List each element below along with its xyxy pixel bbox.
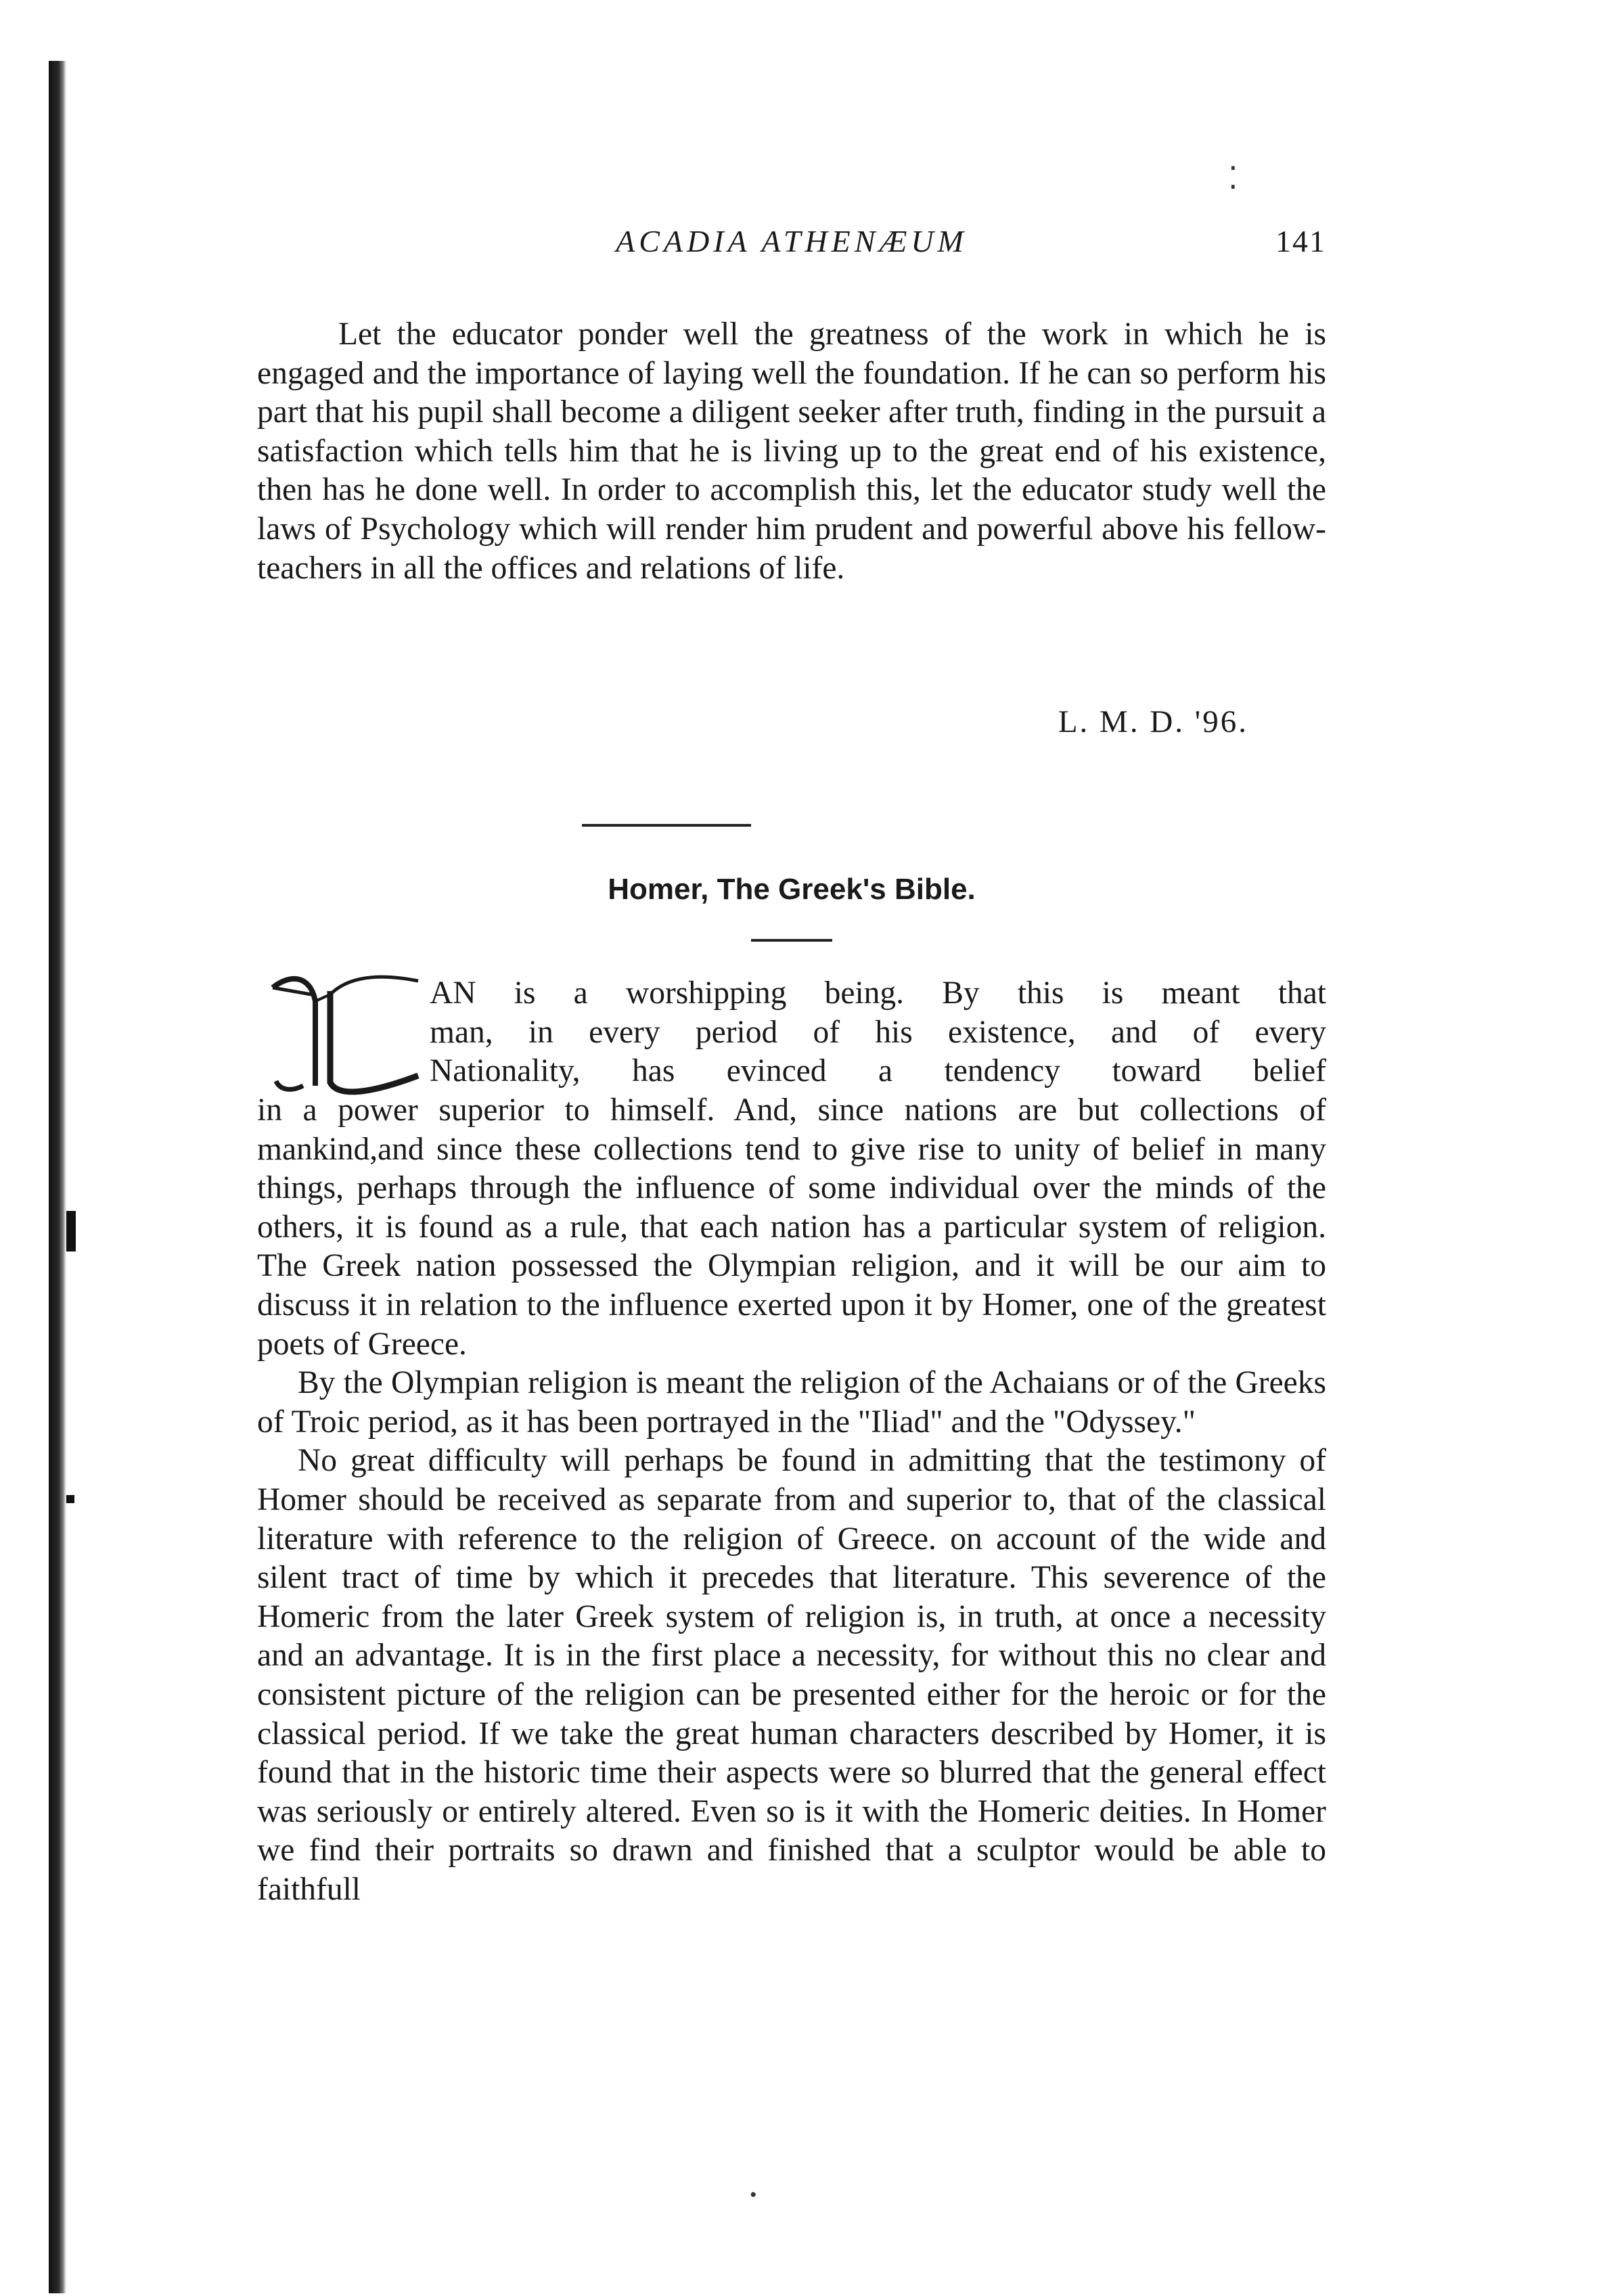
opening-line: man, in every period of his existence, and of every [430,1014,1326,1050]
journal-title: ACADIA ATHENÆUM [616,224,968,258]
article-paragraph-1: in a power superior to himself. And, since nations are but collections of mankind,and since these collections tend to give rise to unity of belief in many things, perhaps through the influence of some individual over the minds of the others, it is found as a rule, that each nation has a particular system of religion. The Greek nation possessed the Olympian religion, and it will be our aim to discuss it in relation to the influence exerted upon it by Homer, one of the greatest poets of Greece. [257,1093,1326,1362]
running-head [257,223,1326,271]
author-signature: L. M. D. '96. [1058,704,1248,739]
binding-edge [49,61,66,2293]
title-underline [751,939,832,942]
article-paragraph-2: By the Olympian religion is meant the religion of the Achaians or of the Greeks of Troic period, as it has been portrayed in the "Iliad" and the "Odyssey." [257,1365,1326,1440]
drop-cap-m [263,967,432,1103]
binding-mark [66,1211,76,1252]
page-number: 141 [1275,224,1326,258]
article-paragraph-3: No great difficulty will perhaps be found in admitting that the testimony of Homer should be received as separate from and superior to, that of the classical literature with reference to the religion of Greece. on account of the wide and silent tract of time by which it precedes that literature. This severence of the Homeric from the later Greek system of religion is, in truth, at once a necessity and an advantage. It is in the first place a necessity, for without this no clear and consistent picture of the religion can be presented either for the heroic or for the classical period. If we take the great human characters described by Homer, it is found that in the historic time their aspects were so blurred that the general effect was seriously or entirely altered. Even so is it with the Homeric deities. In Homer we find their portraits so drawn and finished that a sculptor would be able to faithfull [257,1443,1326,1907]
binding-mark [66,1495,74,1503]
section-separator [582,824,751,827]
stray-ink-mark: • [750,2184,757,2206]
previous-article-paragraph: Let the educator ponder well the greatness of the work in which he is engaged and the importance of laying well the foundation. If he can so perform his part that his pupil shall become a diligent seeker after truth, finding in the pursuit a satisfaction which tells him that he is living up to the great end of his existence, then has he done well. In order to accomplish this, let the educator study well the laws of Psychology which will render him prudent and powerful above his fellow-teachers in all the offices and relations of life. [257,317,1326,586]
stray-ink-mark: ⁚ [1228,161,1238,196]
drop-cap-lines [430,974,1326,1091]
opening-line: Nationality, has evinced a tendency toward belief [430,1053,1326,1089]
article-title: Homer, The Greek's Bible. [608,873,976,906]
opening-line: AN is a worshipping being. By this is meant that [430,975,1326,1011]
article-body [257,1091,1326,1909]
previous-article-closing-paragraph [257,315,1326,588]
